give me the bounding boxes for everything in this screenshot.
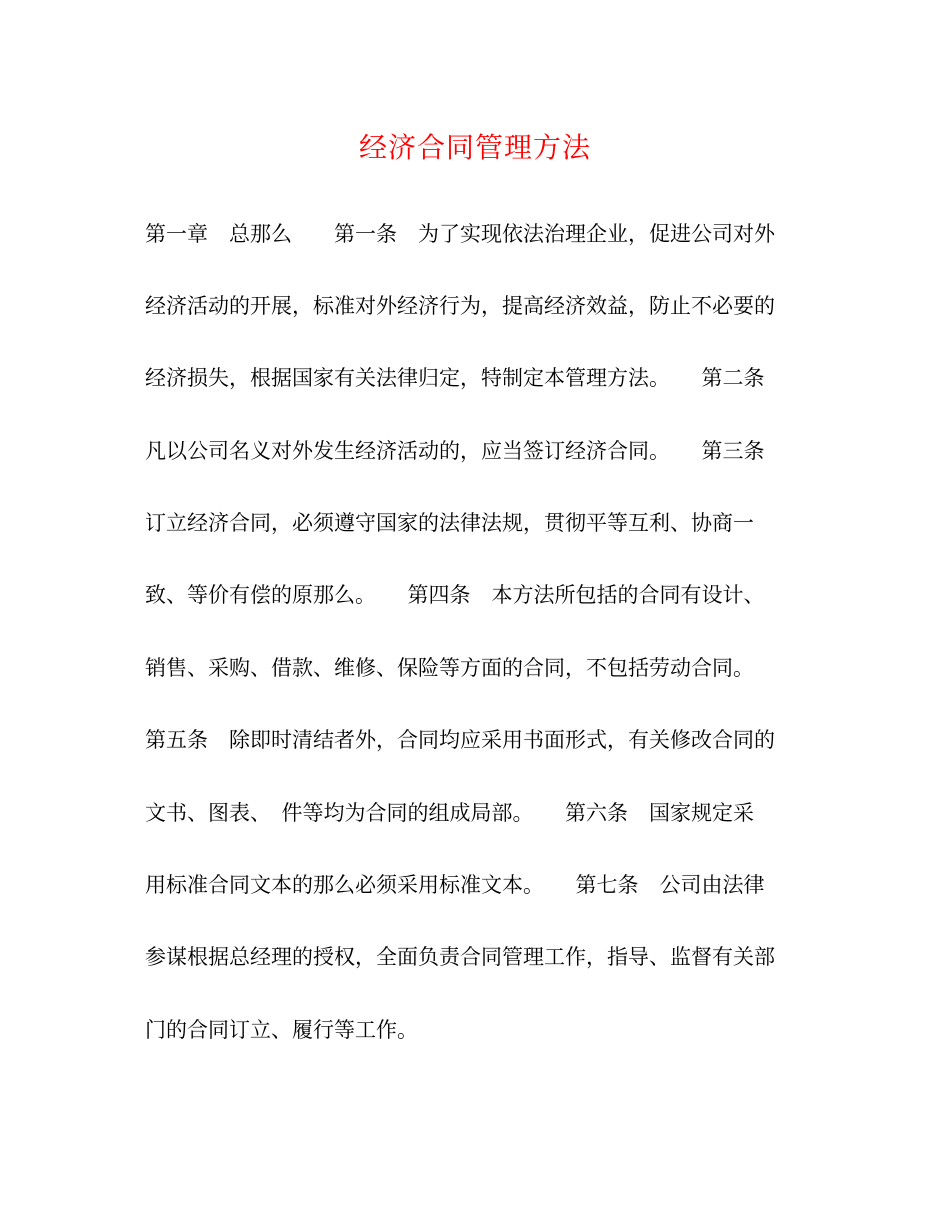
body-text-line: 凡以公司名义对外发生经济活动的，应当签订经济合同。 第三条 [145,439,765,463]
body-text-line: 文书、图表、 件等均为合同的组成局部。 第六条 国家规定采 [145,801,754,825]
document-title: 经济合同管理方法 [358,131,591,164]
body-text-line: 致、等价有偿的原那么。 第四条 本方法所包括的合同有设计、 [145,583,765,607]
body-text-line: 第五条 除即时清结者外，合同均应采用书面形式，有关修改合同的 [145,728,775,752]
body-text-line: 经济损失，根据国家有关法律归定，特制定本管理方法。 第二条 [145,366,765,390]
body-text-line: 经济活动的开展，标准对外经济行为，提高经济效益，防止不必要的 [145,294,775,318]
body-text-line: 销售、采购、借款、维修、保险等方面的合同，不包括劳动合同。 [145,656,754,680]
body-text-line: 参谋根据总经理的授权，全面负责合同管理工作，指导、监督有关部 [145,945,775,969]
body-text-line: 用标准合同文本的那么必须采用标准文本。 第七条 公司由法律 [145,873,765,897]
body-text-line: 订立经济合同，必须遵守国家的法律法规，贯彻平等互利、协商一 [145,511,754,535]
body-text-line: 门的合同订立、履行等工作。 [145,1018,418,1042]
body-text-line: 第一章 总那么 第一条 为了实现依法治理企业，促进公司对外 [145,222,775,246]
